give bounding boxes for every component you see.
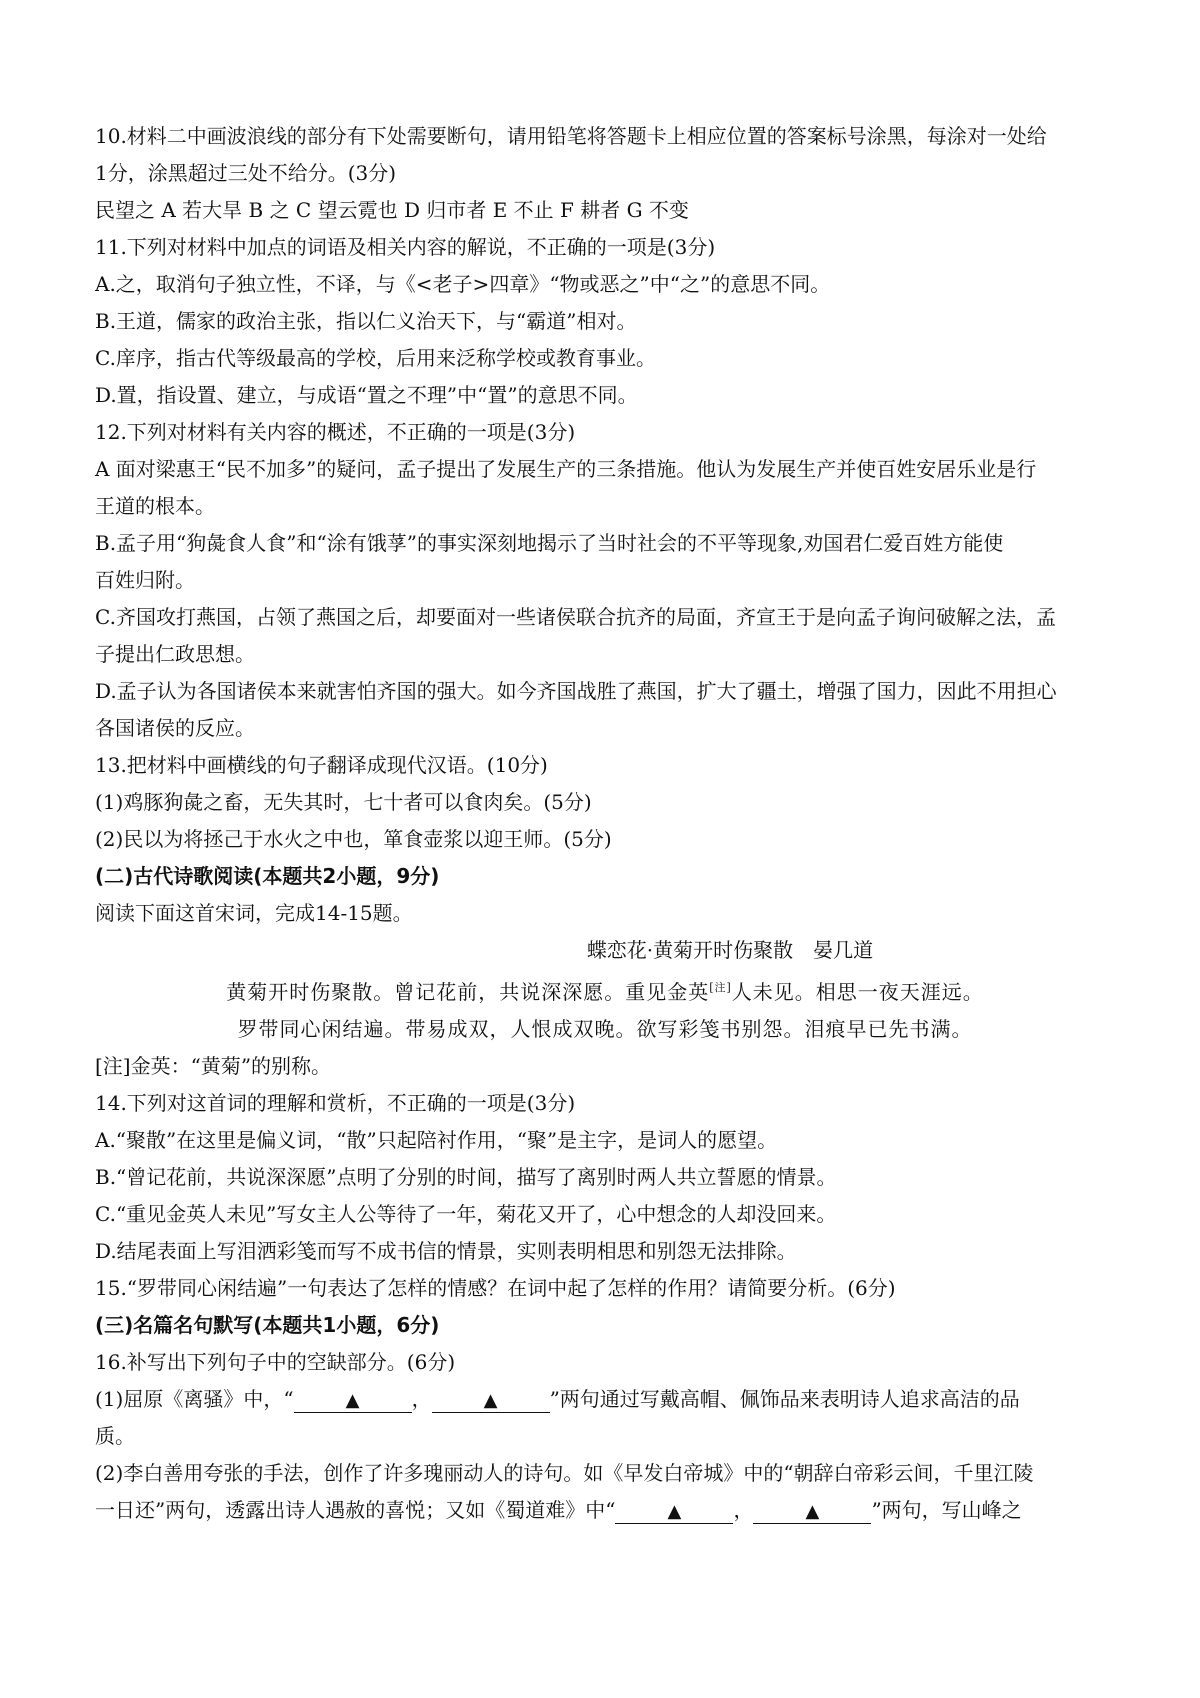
q10-line2: 1分，涂黑超过三处不给分。(3分): [95, 161, 397, 185]
section3-heading: (三)名篇名句默写(本题共1小题，6分): [95, 1313, 440, 1337]
q12-option-a-line1: A 面对梁惠王“民不加多”的疑问，孟子提出了发展生产的三条措施。他认为发展生产并使百姓安居乐业是行: [95, 457, 1037, 481]
q16-part2-pre: 一日还”两句，透露出诗人遇赦的喜悦；又如《蜀道难》中“: [95, 1498, 616, 1522]
answer-blank[interactable]: ▲: [294, 1390, 412, 1413]
q13-sentence-1: (1)鸡豚狗彘之畜，无失其时，七十者可以食肉矣。(5分): [95, 790, 592, 814]
q11-option-c: C.庠序，指古代等级最高的学校，后用来泛称学校或教育事业。: [95, 346, 656, 370]
poem-line-1-part-b: 人未见。相思一夜天涯远。: [731, 980, 984, 1004]
q12-option-a-line2: 王道的根本。: [95, 494, 215, 518]
q11-option-a: A.之，取消句子独立性，不译，与《<老子>四章》“物或恶之”中“之”的意思不同。: [95, 272, 831, 296]
q16-part1-post: ”两句通过写戴高帽、佩饰品来表明诗人追求高洁的品: [549, 1387, 1020, 1411]
poem-title: 蝶恋花·黄菊开时伤聚散 晏几道: [586, 938, 874, 962]
q16-part1-line2: 质。: [95, 1424, 135, 1448]
q12-option-d-line1: D.孟子认为各国诸侯本来就害怕齐国的强大。如今齐国战胜了燕国，扩大了疆土，增强了国力，因此不用担心: [95, 679, 1057, 703]
q12-option-c-line1: C.齐国攻打燕国，占领了燕国之后，却要面对一些诸侯联合抗齐的局面，齐宣王于是向孟子询问破解之法，孟: [95, 605, 1056, 629]
q16-part2-mid: ，: [733, 1498, 754, 1522]
q11-option-d: D.置，指设置、建立，与成语“置之不理”中“置”的意思不同。: [95, 383, 638, 407]
q16-part2-line1: (2)李白善用夸张的手法，创作了许多瑰丽动人的诗句。如《早发白帝城》中的“朝辞白帝彩云间，千里江陵: [95, 1461, 1034, 1485]
q14-option-a: A.“聚散”在这里是偏义词，“散”只起陪衬作用，“聚”是主字，是词人的愿望。: [95, 1128, 778, 1152]
q14-option-b: B.“曾记花前，共说深深愿”点明了分别的时间，描写了离别时两人共立誓愿的情景。: [95, 1165, 837, 1189]
q12-option-d-line2: 各国诸侯的反应。: [95, 716, 255, 740]
section2-intro: 阅读下面这首宋词，完成14-15题。: [95, 901, 413, 925]
q14-option-d: D.结尾表面上写泪洒彩笺而写不成书信的情景，实则表明相思和别怨无法排除。: [95, 1239, 797, 1263]
q12-option-b-line2: 百姓归附。: [95, 568, 195, 592]
q15-stem: 15.“罗带同心闲结遍”一句表达了怎样的情感？在词中起了怎样的作用？请简要分析。(6分): [95, 1276, 896, 1300]
poem-line-1-part-a: 黄菊开时伤聚散。曾记花前，共说深深愿。重见金英: [226, 980, 710, 1004]
exam-page: [95, 118, 1115, 1529]
q10-segments: 民望之 A 若大旱 B 之 C 望云霓也 D 归市者 E 不止 F 耕者 G 不变: [95, 198, 689, 222]
q14-stem: 14.下列对这首词的理解和赏析，不正确的一项是(3分): [95, 1091, 576, 1115]
q13-stem: 13.把材料中画横线的句子翻译成现代汉语。(10分): [95, 753, 548, 777]
q11-option-b: B.王道，儒家的政治主张，指以仁义治天下，与“霸道”相对。: [95, 309, 637, 333]
q16-part1-mid: ，: [411, 1387, 432, 1411]
q16-part1-pre: (1)屈原《离骚》中，“: [95, 1387, 294, 1411]
poem-line-1: [95, 969, 1115, 1011]
q12-stem: 12.下列对材料有关内容的概述，不正确的一项是(3分): [95, 420, 576, 444]
q16-part2-post: ”两句，写山峰之: [871, 1498, 1022, 1522]
answer-blank[interactable]: ▲: [432, 1390, 550, 1413]
answer-blank[interactable]: ▲: [615, 1501, 733, 1524]
q14-option-c: C.“重见金英人未见”写女主人公等待了一年，菊花又开了，心中想念的人却没回来。: [95, 1202, 837, 1226]
q16-stem: 16.补写出下列句子中的空缺部分。(6分): [95, 1350, 456, 1374]
poem-line-2: 罗带同心闲结遍。带易成双，人恨成双晚。欲写彩笺书别怨。泪痕早已先书满。: [237, 1017, 973, 1041]
answer-blank[interactable]: ▲: [753, 1501, 871, 1524]
q13-sentence-2: (2)民以为将拯己于水火之中也，箪食壶浆以迎王师。(5分): [95, 827, 612, 851]
q12-option-b-line1: B.孟子用“狗彘食人食”和“涂有饿莩”的事实深刻地揭示了当时社会的不平等现象,劝国君仁爱百姓方能使: [95, 531, 1004, 555]
poem-note-mark: [注]: [709, 981, 732, 994]
q12-option-c-line2: 子提出仁政思想。: [95, 642, 255, 666]
q11-stem: 11.下列对材料中加点的词语及相关内容的解说，不正确的一项是(3分): [95, 235, 716, 259]
poem-note: [注]金英：“黄菊”的别称。: [95, 1054, 332, 1078]
q16-part1-line1: [95, 1381, 1115, 1418]
q16-part2-line2: [95, 1492, 1115, 1529]
q10-line1: 10.材料二中画波浪线的部分有下处需要断句，请用铅笔将答题卡上相应位置的答案标号涂黑，每涂对一处给: [95, 124, 1047, 148]
section2-heading: (二)古代诗歌阅读(本题共2小题，9分): [95, 864, 440, 888]
